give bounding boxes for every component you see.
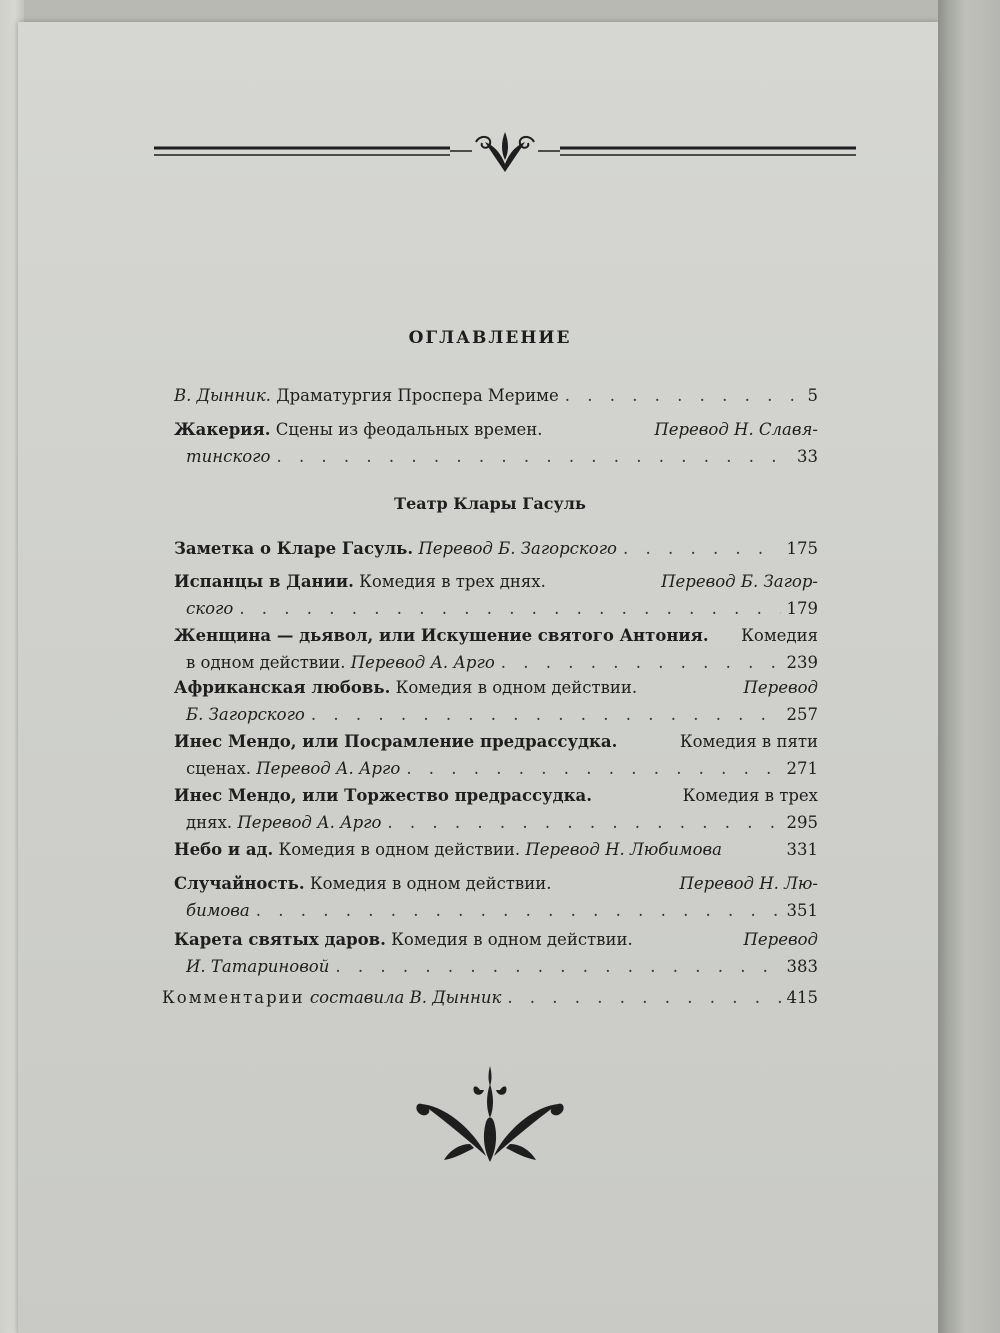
- top-ornament-divider: [150, 128, 860, 178]
- toc-entry-spaniards-denmark: [162, 568, 818, 622]
- entry-description-cont: днях.: [186, 813, 233, 832]
- entry-page: 179: [786, 599, 818, 618]
- entry-translator: составила В. Дынник: [309, 988, 502, 1007]
- toc-entry-heaven-hell: [162, 836, 818, 863]
- entry-translator: Перевод: [743, 678, 818, 697]
- entry-translator: Перевод А. Арго: [256, 759, 401, 778]
- entry-author: В. Дынник.: [174, 386, 271, 405]
- leader-dots: [311, 701, 781, 728]
- toc-entry-woman-devil: [162, 622, 818, 676]
- entry-translator: Перевод Б. Загорского: [418, 539, 617, 558]
- entry-title: Драматургия Проспера Мериме: [276, 386, 559, 405]
- entry-description-cont: сценах.: [186, 759, 252, 778]
- book-binding: [938, 0, 1000, 1333]
- entry-page: 331: [786, 840, 818, 859]
- toc-entry-ines-mendo-shame: [162, 728, 818, 782]
- leader-dots: [501, 649, 781, 676]
- toc-entry-holy-carriage: [162, 926, 818, 980]
- leader-dots: [239, 595, 780, 622]
- entry-translator: Перевод Н. Любимова: [525, 840, 722, 859]
- toc-heading: ОГЛАВЛЕНИЕ: [408, 328, 572, 348]
- entry-title: Небо и ад.: [174, 840, 274, 859]
- entry-page: 5: [807, 386, 818, 405]
- entry-translator: Перевод Н. Славя-: [654, 420, 818, 439]
- leader-dots: [256, 897, 781, 924]
- entry-page: 175: [786, 539, 818, 558]
- entry-title: Комментарии: [162, 988, 305, 1007]
- entry-title: Инес Мендо, или Посрамление предрассудка.: [174, 732, 618, 751]
- entry-title: Жакерия.: [174, 420, 271, 439]
- entry-description: Комедия в одном действии.: [309, 874, 552, 893]
- entry-page: 295: [786, 813, 818, 832]
- entry-translator: Перевод А. Арго: [237, 813, 382, 832]
- toc-entry-jacquerie: [162, 416, 818, 470]
- entry-translator: Перевод: [743, 930, 818, 949]
- section-heading: Театр Клары Гасуль: [394, 494, 586, 513]
- leader-dots: [387, 809, 780, 836]
- toc-entry-commentary: [162, 984, 818, 1011]
- entry-description: Комедия в одном действии.: [278, 840, 521, 859]
- entry-description: Сцены из феодальных времен.: [275, 420, 543, 439]
- entry-page: 383: [786, 957, 818, 976]
- entry-translator: Перевод А. Арго: [350, 653, 495, 672]
- entry-title: Женщина — дьявол, или Искушение святого Антония.: [174, 626, 709, 645]
- entry-title: Африканская любовь.: [174, 678, 391, 697]
- entry-page: 271: [786, 759, 818, 778]
- entry-translator: Перевод Б. Загор-: [661, 572, 818, 591]
- entry-page: 33: [797, 447, 818, 466]
- bottom-ornament-fleuron: [410, 1060, 570, 1170]
- entry-page: 257: [786, 705, 818, 724]
- toc-entry-african-love: [162, 674, 818, 728]
- toc-entry-chance: [162, 870, 818, 924]
- entry-description-cont: в одном действии.: [186, 653, 346, 672]
- entry-translator: Перевод Н. Лю-: [679, 874, 818, 893]
- entry-description: Комедия: [741, 626, 818, 645]
- toc-entry-dynnik-dramaturgy: [162, 382, 818, 409]
- entry-description: Комедия в пяти: [679, 732, 818, 751]
- entry-title: Заметка о Кларе Гасуль.: [174, 539, 414, 558]
- leader-dots: [406, 755, 780, 782]
- leader-dots: [623, 535, 781, 562]
- leader-dots: [335, 953, 780, 980]
- entry-description: Комедия в трех: [682, 786, 818, 805]
- entry-translator-cont: ского: [186, 599, 234, 618]
- entry-description: Комедия в трех днях.: [359, 572, 546, 591]
- entry-description: Комедия в одном действии.: [391, 930, 633, 949]
- entry-title: Карета святых даров.: [174, 930, 386, 949]
- entry-page: 415: [786, 988, 818, 1007]
- entry-translator-cont: И. Татариновой: [186, 957, 330, 976]
- entry-translator-cont: тинского: [186, 447, 271, 466]
- entry-title: Случайность.: [174, 874, 305, 893]
- toc-entry-ines-mendo-triumph: [162, 782, 818, 836]
- leader-dots: [276, 443, 791, 470]
- entry-title: Инес Мендо, или Торжество предрассудка.: [174, 786, 592, 805]
- entry-title: Испанцы в Дании.: [174, 572, 354, 591]
- toc-entry-note-clara-gazul: [162, 535, 818, 562]
- leader-dots: [507, 984, 780, 1011]
- entry-translator-cont: Б. Загорского: [186, 705, 305, 724]
- entry-description: Комедия в одном действии.: [395, 678, 638, 697]
- entry-page: 239: [786, 653, 818, 672]
- entry-translator-cont: бимова: [186, 901, 250, 920]
- entry-page: 351: [786, 901, 818, 920]
- leader-dots: [565, 382, 802, 409]
